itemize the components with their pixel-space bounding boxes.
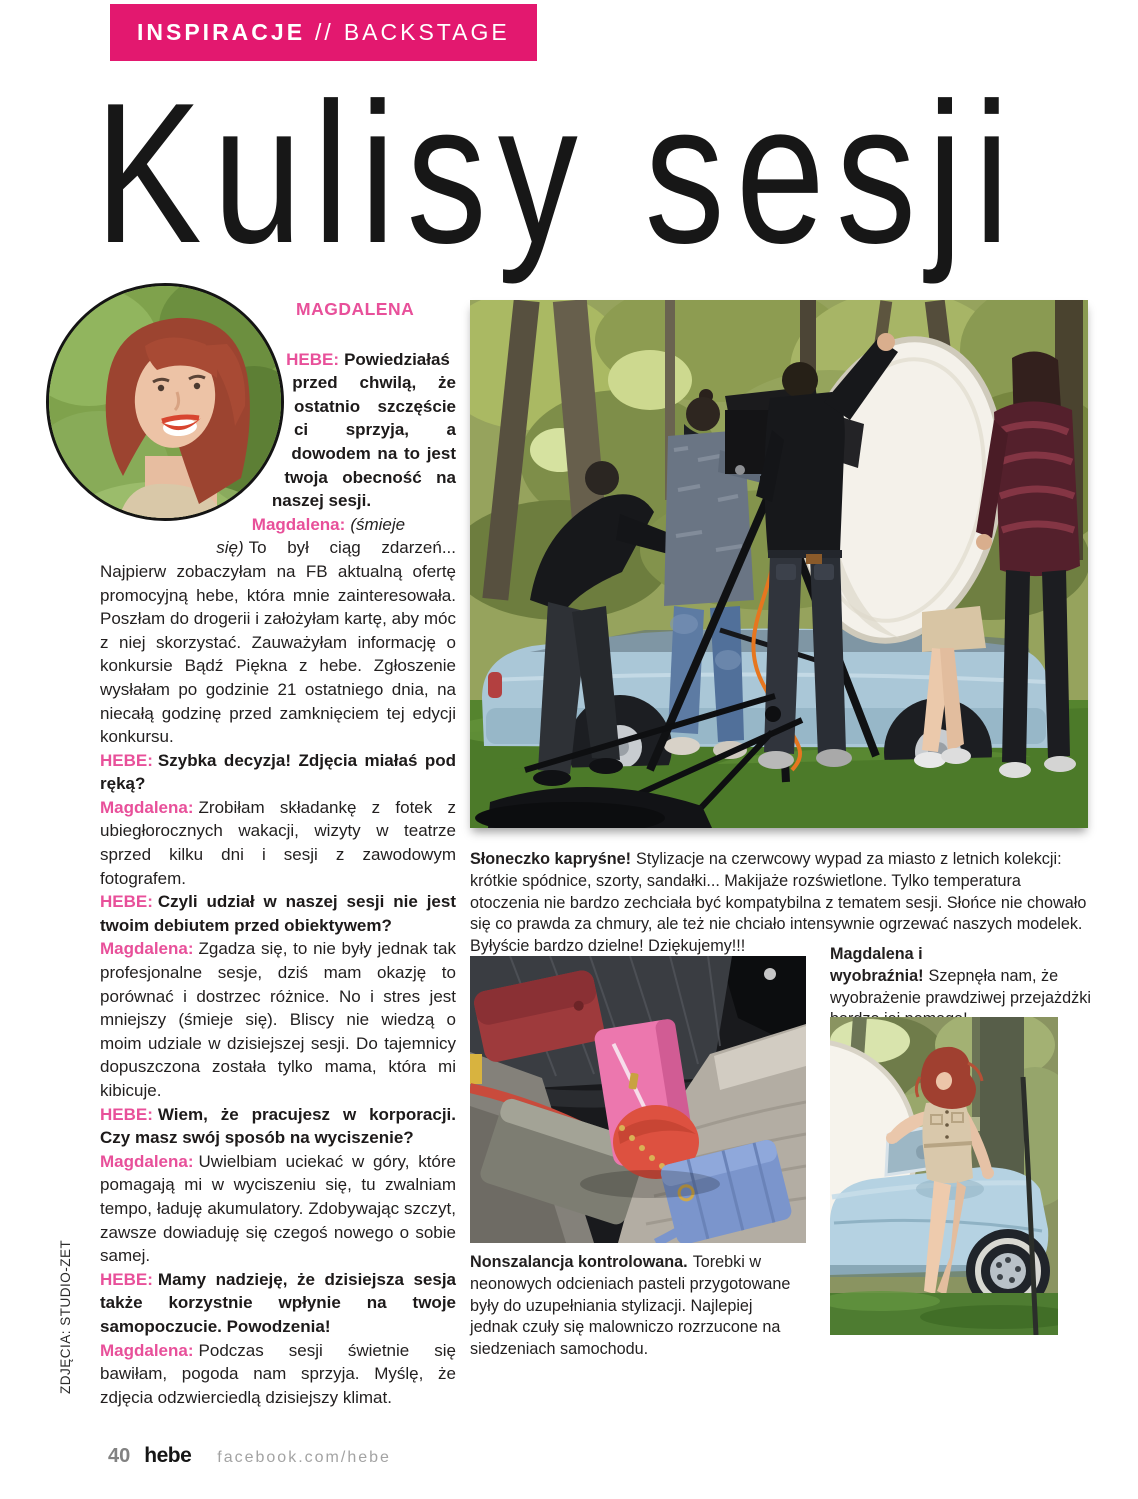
qa-speaker: HEBE: — [286, 349, 340, 369]
page-number: 40 — [108, 1445, 131, 1467]
qa-speaker: Magdalena: — [100, 1151, 194, 1171]
qa-answer — [100, 796, 456, 890]
qa-answer — [100, 937, 456, 1102]
qa-text: Podczas sesji świetnie się bawiłam, pogoda nam sprzyja. Myślę, że zdjęcia odzwierciedlą dzisiejszy klimat. — [100, 1340, 456, 1407]
portrait-name-label: MAGDALENA — [296, 299, 415, 319]
qa-question — [100, 1268, 456, 1339]
qa-text: Wiem, że pracujesz w korporacji. Czy masz swój sposób na wyciszenie? — [100, 1104, 456, 1148]
qa-speaker: Magdalena: — [100, 1340, 194, 1360]
caption-lead: Nonszalancja kontrolowana. — [470, 1253, 688, 1271]
qa-stage-direction: (śmieje się) — [216, 514, 406, 558]
model-illustration — [830, 1017, 1058, 1335]
bags-photo — [470, 956, 806, 1243]
page-footer — [108, 1444, 391, 1468]
qa-question — [100, 1103, 456, 1150]
caption-text: Szepnęła nam, że wyobrażenie prawdziwej przejażdżki — [830, 966, 1091, 1007]
bags-photo-caption — [470, 1252, 800, 1361]
qa-question — [100, 890, 456, 937]
qa-speaker: HEBE: — [100, 1104, 153, 1124]
page-title: Kulisy sesji — [95, 62, 1021, 285]
qa-text: Zgadza się, to nie były jednak tak profesjonalne sesje, dziś mam okazję to porównać i dostrzec różnice. No i stres jest mniejszy (śmieje się). Bliscy nie wiedzą o moim udziale w dzisiejszej sesji. Do tajemnicy dopuszczona została tylko mama, która mi kibicuje. — [100, 939, 456, 1100]
qa-answer — [100, 1150, 456, 1268]
qa-speaker: Magdalena: — [100, 797, 194, 817]
banner-page-type: BACKSTAGE — [343, 19, 510, 45]
qa-text: Czyli udział w naszej sesji nie jest twoim debiutem przed obiektywem? — [100, 892, 456, 935]
qa-question — [100, 749, 456, 796]
qa-speaker: HEBE: — [100, 750, 153, 770]
photo-credit: ZDJĘCIA: STUDIO-ZET — [58, 1239, 73, 1394]
banner-separator: // — [315, 19, 334, 45]
brand-logo: hebe — [144, 1444, 192, 1467]
model-photo — [830, 1017, 1058, 1335]
qa-speaker: HEBE: — [100, 1269, 153, 1289]
backstage-illustration — [470, 300, 1088, 828]
interview-column — [100, 296, 456, 1409]
main-photo-caption — [470, 849, 1091, 958]
caption-lead: Magdalena i wyobraźnia! — [830, 945, 924, 985]
qa-speaker: Magdalena: — [251, 514, 346, 534]
qa-speaker: Magdalena: — [100, 939, 194, 959]
facebook-url[interactable]: facebook.com/hebe — [217, 1449, 391, 1466]
qa-text: Zrobiłam składankę z fotek z ubiegłorocznych wakacji, wizyty w teatrze sprzed kilku dni i sesji z zawodowym fotografem. — [100, 797, 456, 888]
caption-lead: Słoneczko kapryśne! — [470, 850, 632, 868]
qa-text: Uwielbiam uciekać w góry, które pomagają mi w wyciszeniu się, tu zwalniam tempo, ładuję akumulatory. Zdobywając szczyt, zawsze dowiaduję się czegoś nowego o sobie samej. — [100, 1151, 456, 1266]
section-banner — [110, 4, 537, 61]
qa-answer — [100, 1339, 456, 1410]
caption-text: Torebki w neonowych odcieniach pasteli przygotowane były do uzupełniania stylizacji. Najlepiej jednak czuły się malowniczo rozrzucone na siedzeniach samochodu. — [470, 1253, 791, 1359]
banner-section-label: INSPIRACJE — [137, 19, 306, 45]
qa-text: To był ciąg zdarzeń... Najpierw zobaczyłam na FB aktualną ofertę promocyjną hebe, która mnie zainteresowała. Poszłam do drogerii i założyłam kartę, aby móc z niej skorzystać. Zauważyłam informację o konkursie Bądź Piękna z hebe. Zgłoszenie wysłałam po godzinie 21 ostatniego dnia, na niecałą godzinę przed zamknięciem tej edycji konkursu. — [100, 538, 456, 747]
qa-text: Szybka decyzja! Zdjęcia miałaś pod ręką? — [100, 750, 456, 794]
qa-speaker: HEBE: — [100, 892, 153, 912]
bags-illustration — [470, 956, 806, 1243]
caption-text: Stylizacje na czerwcowy wypad za miasto z letnich kolekcji: krótkie spódnice, szorty, sandałki... Makijaże rozświetlone. Tylko temperatura otoczenia nie bardzo zechciała być kompatybilna z tematem sesji. Słońce nie chowało się co prawda za chmury, ale też nie chciało intensywnie ogrzewać naszych modelek. Byłyście bardzo dzielne! Dziękujemy!!! — [470, 850, 1087, 956]
backstage-photo — [470, 300, 1088, 828]
qa-text: Mamy nadzieję, że dzisiejsza sesja także korzystnie wpłynie na twoje samopoczucie. Powodzenia! — [100, 1269, 456, 1336]
qa-text: Powiedziałaś przed chwilą, że ostatnio szczęście ci sprzyja, a dowodem na to jest twoja obecność na naszej sesji. — [271, 349, 456, 511]
